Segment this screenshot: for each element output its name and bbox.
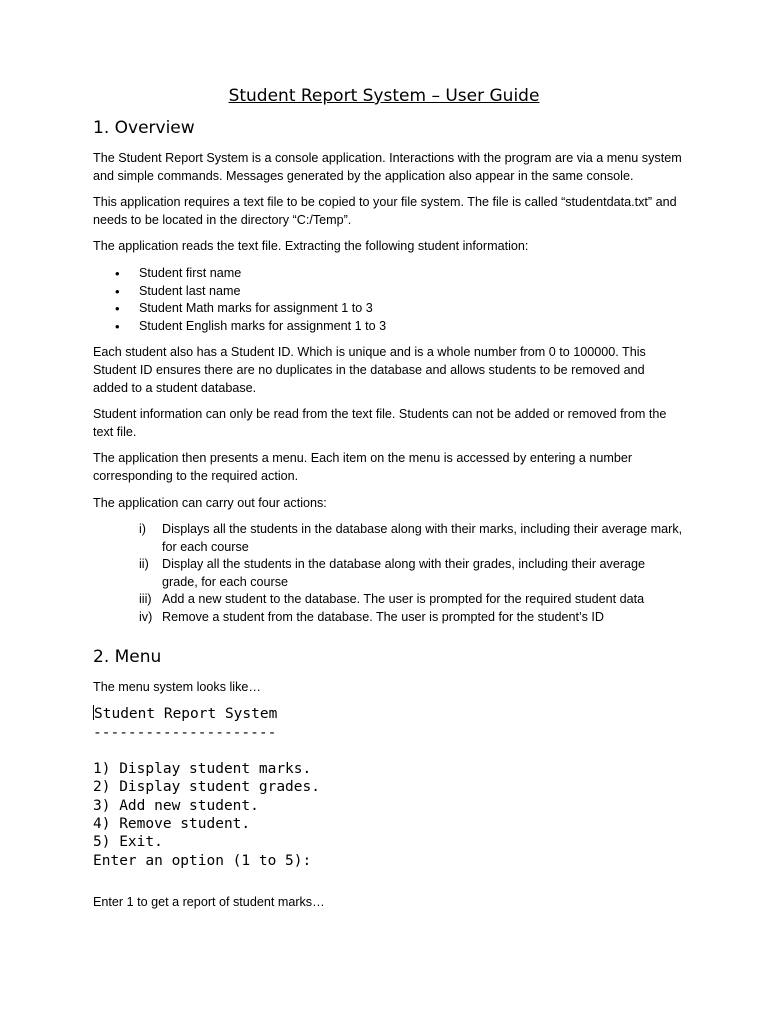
student-info-list [93,265,683,335]
list-item [93,609,683,627]
list-number: i) [139,522,146,537]
console-line: Enter an option (1 to 5): [93,852,312,869]
console-line: 4) Remove student. [93,816,251,833]
list-text: Display all the students in the database along with their grades, including their average grade, for each course [162,557,646,589]
overview-paragraph-2: This application requires a text file to be copied to your file system. The file is called “studentdata.txt” and needs to be located in the directory “C:/Temp”. [93,195,677,227]
console-output [93,705,683,870]
overview-paragraph-3: The application reads the text file. Extracting the following student information: [93,239,529,254]
console-line: 1) Display student marks. [93,761,312,778]
console-line-text: Student Report System [94,706,278,723]
overview-heading: 1. Overview [93,118,195,138]
console-line: 3) Add new student. [93,797,259,814]
overview-paragraph-1: The Student Report System is a console application. Interactions with the program are via a menu system and simple commands. Messages generated by the application also appear in the same console. [93,151,682,183]
list-item [93,521,683,556]
section-spacer [93,637,683,645]
menu-heading: 2. Menu [93,646,162,667]
list-text: Remove a student from the database. The user is prompted for the student’s ID [162,610,604,625]
console-line: 5) Exit. [93,834,163,851]
overview-paragraph-5: Student information can only be read from the text file. Students can not be added or removed from the text file. [93,407,667,439]
list-item: • Student last name [93,283,683,301]
console-line: 2) Display student grades. [93,779,320,796]
list-item [93,591,683,609]
actions-list [93,521,683,627]
menu-followup: Enter 1 to get a report of student marks… [93,894,325,909]
list-item: • Student first name [93,265,683,283]
menu-intro: The menu system looks like… [93,679,261,694]
list-item: • Student Math marks for assignment 1 to 3 [93,300,683,318]
document-title: Student Report System – User Guide [228,86,540,106]
overview-paragraph-4: Each student also has a Student ID. Which is unique and is a whole number from 0 to 100000. This Student ID ensures there are no duplicates in the database and allows students to be removed and added to a student database. [93,345,646,395]
list-item [93,556,683,591]
list-number: iv) [139,610,153,625]
overview-paragraph-7: The application can carry out four actions: [93,495,327,510]
list-text: Displays all the students in the database along with their marks, including their average mark, for each course [162,522,683,554]
document-body [93,116,683,921]
list-item: • Student English marks for assignment 1 to 3 [93,318,683,336]
list-number: ii) [139,557,149,572]
list-text: Add a new student to the database. The user is prompted for the required student data [162,592,645,607]
list-number: iii) [139,592,152,607]
console-line: --------------------- [93,724,277,741]
console-line [93,742,683,760]
overview-paragraph-6: The application then presents a menu. Each item on the menu is accessed by entering a number corresponding to the required action. [93,451,633,483]
console-line [93,705,683,723]
